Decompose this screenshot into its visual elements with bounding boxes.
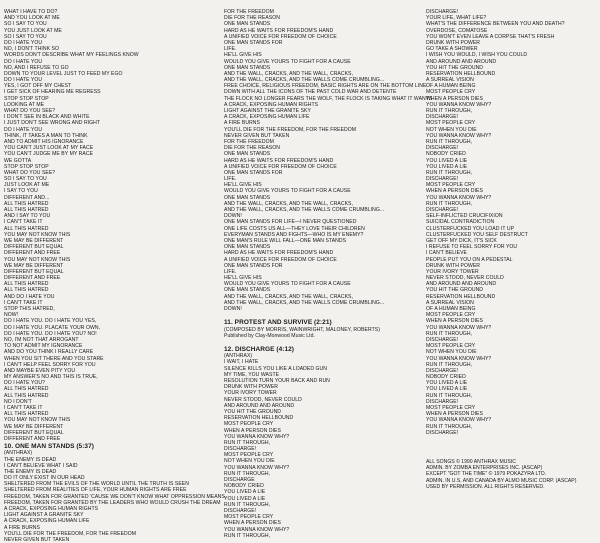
lyric-line: NOBODY CRIED bbox=[426, 374, 596, 380]
lyric-line: DIFFERENT AND FREE bbox=[4, 250, 200, 256]
lyric-line: DISCHARGE! bbox=[426, 114, 596, 120]
lyric-line: I JUST DON'T SEE WRONG AND RIGHT bbox=[4, 120, 200, 126]
lyric-line: DIE FOR THE REASON bbox=[224, 15, 420, 21]
lyric-line: DRUNK WITH POWER bbox=[426, 263, 596, 269]
lyric-line: THE ENEMY IS DEAD bbox=[4, 469, 200, 475]
lyric-line: NEVER STOOD, NEVER COULD bbox=[426, 275, 596, 281]
lyric-line: I WISH YOU WOULD, I WISH YOU COULD bbox=[426, 52, 596, 58]
lyric-line: DRUNK WITH POWER bbox=[426, 40, 596, 46]
lyric-line: MOST PEOPLE CRY bbox=[426, 89, 596, 95]
lyric-line: DISCHARGE! bbox=[426, 399, 596, 405]
lyric-line: YOU WANNA KNOW WHY? bbox=[426, 102, 596, 108]
lyric-line: RUN IT THROUGH, bbox=[224, 471, 420, 477]
lyric-line: LIGHT AGAINST A GRANITE SKY bbox=[4, 512, 200, 518]
lyrics-block bbox=[4, 9, 200, 442]
publisher-credit: Published by Clay-Monwood Music Ltd. bbox=[224, 333, 420, 339]
lyric-line: AND THE WALL, CRACKS, AND THE WALLS COME CRUMBLING... bbox=[224, 77, 420, 83]
lyric-line: AND I SAY TO YOU bbox=[4, 213, 200, 219]
song-title-protest-and-survive: 11. PROTEST AND SURVIVE (2:21) bbox=[224, 320, 420, 326]
lyric-line: RUN IT THROUGH, bbox=[224, 533, 420, 539]
lyric-line: MY ANSWER'S NO AND THIS IS TRUE, bbox=[4, 374, 200, 380]
lyric-line: A UNIFIED VOICE FOR FREEDOM OF CHOICE bbox=[224, 164, 420, 170]
lyric-line: HARD AS HE WAITS FOR FREEDOM'S HAND bbox=[224, 250, 420, 256]
lyric-line: ALL THIS HATRED bbox=[4, 207, 200, 213]
lyric-line: SELF-INFLICTED CRUCIFIXION bbox=[426, 213, 596, 219]
lyric-line: YOU CAN'T JUDGE ME BY MY RACE bbox=[4, 151, 200, 157]
lyric-line: DO I HATE YOU. PLACATE YOUR OWN, bbox=[4, 325, 200, 331]
lyric-line: NOBODY CRIED bbox=[426, 151, 596, 157]
lyric-line: LIFE. bbox=[224, 269, 420, 275]
lyric-line: ONE MAN STANDS bbox=[224, 65, 420, 71]
lyrics-column-2 bbox=[224, 9, 420, 539]
lyric-line: DISCHARGE! bbox=[426, 9, 596, 15]
lyric-line: RUN IT THROUGH, bbox=[426, 108, 596, 114]
lyric-line: YOUR IVORY TOWER bbox=[426, 269, 596, 275]
lyric-line: AND THE WALL, CRACKS, AND THE WALLS COME CRUMBLING... bbox=[224, 207, 420, 213]
lyric-line: WE GOTTA bbox=[4, 158, 200, 164]
lyric-line: YOU LIVED A LIE bbox=[224, 496, 420, 502]
lyric-line: LIFE. bbox=[224, 176, 420, 182]
lyric-line: NOT WHEN YOU DIE bbox=[426, 349, 596, 355]
lyric-line: NEVER GIVEN BUT TAKEN bbox=[4, 537, 200, 543]
lyric-line: NO, AND I REFUSE TO GO bbox=[4, 65, 200, 71]
lyric-line: YOU CAN'T JUST LOOK AT MY FACE bbox=[4, 145, 200, 151]
copyright-line: EXCEPT "GOT THE TIME" © 1979 POKAZYRA LTD. bbox=[426, 471, 596, 477]
lyric-line: I CAN'T TAKE IT bbox=[4, 219, 200, 225]
lyric-line: WHEN A PERSON DIES bbox=[426, 96, 596, 102]
lyric-line: DRUNK WITH POWER bbox=[224, 384, 420, 390]
lyric-line: RESERVATION HELLBOUND bbox=[224, 415, 420, 421]
lyric-line: DISCHARGE! bbox=[426, 176, 596, 182]
lyric-line: WOULD YOU GIVE YOURS TO FIGHT FOR A CAUSE bbox=[224, 59, 420, 65]
lyric-line: OF A HUMAN BEING bbox=[426, 83, 596, 89]
lyric-line: DIE FOR THE REASON bbox=[224, 145, 420, 151]
lyric-line: YOU JUST LOOK AT ME bbox=[4, 28, 200, 34]
lyric-line: AND THE WALL, CRACKS, AND THE WALLS COME CRUMBLING... bbox=[224, 300, 420, 306]
lyric-line: ONE MAN STANDS bbox=[224, 151, 420, 157]
lyric-line: HARD AS HE WAITS FOR FREEDOM'S HAND bbox=[224, 158, 420, 164]
lyric-line: DO I HATE YOU. DO I HATE YOU? NO! bbox=[4, 331, 200, 337]
lyric-line: DIFFERENT BUT EQUAL bbox=[4, 430, 200, 436]
lyric-line: YOU HIT THE GROUND bbox=[224, 409, 420, 415]
lyric-line: MOST PEOPLE CRY bbox=[426, 343, 596, 349]
lyric-line: NOT WHEN YOU DIE bbox=[224, 458, 420, 464]
song-title-one-man-stands: 10. ONE MAN STANDS (5:37) bbox=[4, 444, 200, 450]
lyric-line: DOWN! bbox=[224, 213, 420, 219]
lyric-line: ONE MAN STANDS bbox=[224, 244, 420, 250]
lyric-line: AND THE WALL, CRACKS, AND THE WALL, CRACKS, bbox=[224, 71, 420, 77]
lyric-line: DOWN TO YOUR LEVEL JUST TO FEED MY EGO bbox=[4, 71, 200, 77]
lyric-line: YOUR LIFE, WHAT LIFE? bbox=[426, 15, 596, 21]
lyric-line: A CRACK, EXPOSING HUMAN RIGHTS bbox=[224, 102, 420, 108]
lyric-line: I GET SICK OF HEARING ME REGRESS bbox=[4, 89, 200, 95]
lyric-line: RUN IT THROUGH, bbox=[224, 440, 420, 446]
copyright-line: ADMIN. IN U.S. AND CANADA BY ALMO MUSIC CORP. (ASCAP) bbox=[426, 478, 596, 484]
lyric-line: CLUSTERFUCKED YOU SELF DESTRUCT bbox=[426, 232, 596, 238]
lyric-line: WHEN A PERSON DIES bbox=[426, 318, 596, 324]
song-credit: (COMPOSED BY MORRIS, WAINWRIGHT, MALONEY, ROBERTS) bbox=[224, 327, 420, 333]
lyric-line: YOU WANNA KNOW WHY? bbox=[426, 325, 596, 331]
lyric-line: PEOPLE PUT YOU ON A PEDESTAL bbox=[426, 257, 596, 263]
lyric-line: YOU LIVED A LIE bbox=[224, 489, 420, 495]
lyric-line: MOST PEOPLE CRY bbox=[224, 514, 420, 520]
lyric-line: THE ENEMY IS DEAD bbox=[4, 457, 200, 463]
lyric-line: AND DO I HATE YOU bbox=[4, 294, 200, 300]
copyright-line: USED BY PERMISSION. ALL RIGHTS RESERVED. bbox=[426, 484, 596, 490]
lyric-line: A FIRE BURNS bbox=[4, 525, 200, 531]
lyric-line: WORDS DON'T DESCRIBE WHAT MY FEELINGS KNOW bbox=[4, 52, 200, 58]
lyric-line: NOW! bbox=[4, 312, 200, 318]
lyric-line: ALL THIS HATRED bbox=[4, 287, 200, 293]
lyric-line: YOU LIVED A LIE bbox=[426, 164, 596, 170]
lyric-line: YOU WON'T EVEN LEAVE A CORPSE THAT'S FRESH bbox=[426, 34, 596, 40]
lyric-line: ONE LIFE COSTS US ALL—THEY LOVE THEIR CHILDREN bbox=[224, 226, 420, 232]
lyric-line: ONE MAN STANDS FOR LIFE—I NEVER QUESTIONED bbox=[224, 219, 420, 225]
lyric-line: DISCHARGE! bbox=[426, 368, 596, 374]
lyric-line: YOU HIT THE GROUND bbox=[426, 287, 596, 293]
lyric-line: YOU WANNA KNOW WHY? bbox=[426, 133, 596, 139]
lyric-line: SO I SAY TO YOU bbox=[4, 176, 200, 182]
lyric-line: AND MAYBE EVEN PITY YOU bbox=[4, 368, 200, 374]
lyric-line: WHAT'S THE DIFFERENCE BETWEEN YOU AND DEATH? bbox=[426, 21, 596, 27]
lyric-line: STOP STOP STOP bbox=[4, 96, 200, 102]
lyric-line: RUN IT THROUGH, bbox=[426, 170, 596, 176]
lyric-line: ONE MAN STANDS bbox=[224, 287, 420, 293]
copyright-notice bbox=[426, 459, 596, 490]
lyric-line: WE MAY BE DIFFERENT bbox=[4, 263, 200, 269]
lyric-line: HE'LL GIVE HIS bbox=[224, 52, 420, 58]
lyric-line: MOST PEOPLE CRY bbox=[426, 405, 596, 411]
lyric-line: AND THE WALL, CRACKS, AND THE WALL, CRACKS, bbox=[224, 201, 420, 207]
lyric-line: FREEDOM, TAKEN FOR GRANTED 'CAUSE WE DON'T KNOW WHAT OPPRESSION MEANS bbox=[4, 494, 200, 500]
lyric-line: MOST PEOPLE CRY bbox=[426, 312, 596, 318]
lyric-line: ONE MAN'S RULE WILL FALL—ONE MAN STANDS bbox=[224, 238, 420, 244]
lyric-line: DISCHARGE! bbox=[426, 430, 596, 436]
lyric-line: JUST LOOK AT ME bbox=[4, 182, 200, 188]
lyric-line: GET OFF MY DICK, IT'S SICK bbox=[426, 238, 596, 244]
copyright-line: ADMIN. BY ZOMBA ENTERPRISES INC. (ASCAP) bbox=[426, 465, 596, 471]
lyric-line: WHAT DO YOU SEE? bbox=[4, 170, 200, 176]
lyric-line: YOU WANNA KNOW WHY? bbox=[426, 417, 596, 423]
lyric-line: DISCHARGE! bbox=[426, 337, 596, 343]
lyric-line: STOP THIS HATRED, bbox=[4, 306, 200, 312]
lyric-line: A FIRE BURNS bbox=[224, 120, 420, 126]
lyric-line: ONE MAN STANDS bbox=[224, 195, 420, 201]
lyric-line: RUN IT THROUGH, bbox=[426, 201, 596, 207]
lyric-line: ALL THIS HATRED bbox=[4, 386, 200, 392]
lyric-line: OVERDOSE, COMATOSE bbox=[426, 28, 596, 34]
lyric-line: NOBODY CRIED bbox=[224, 483, 420, 489]
lyric-line: YOU LIVED A LIE bbox=[426, 380, 596, 386]
lyric-line: YOU'LL DIE FOR THE FREEDOM, FOR THE FREEDOM bbox=[224, 127, 420, 133]
lyric-line: MY TIME, YOU WASTE bbox=[224, 372, 420, 378]
lyric-line: WHEN A PERSON DIES bbox=[426, 411, 596, 417]
lyric-line: YOU LIVED A LIE bbox=[426, 158, 596, 164]
song-credit: (ANTHRAX) bbox=[4, 450, 200, 456]
lyric-line: DO IT ONLY EXIST IN OUR HEAD bbox=[4, 475, 200, 481]
lyric-line: AND THE WALL, CRACKS, AND THE WALL, CRACKS, bbox=[224, 294, 420, 300]
lyric-line: DOWN WITH ALL THE ICONS OF THE PAST COLD WAR AND DETENTE bbox=[224, 89, 420, 95]
lyric-line: MOST PEOPLE CRY bbox=[426, 182, 596, 188]
lyric-line: WHEN A PERSON DIES bbox=[224, 428, 420, 434]
lyric-line: ALL THIS HATRED bbox=[4, 411, 200, 417]
lyric-line: RUN IT THROUGH, bbox=[426, 393, 596, 399]
lyric-line: DIFFERENT AND FREE bbox=[4, 436, 200, 442]
lyric-line: SO I SAY TO YOU bbox=[4, 21, 200, 27]
lyric-line: I REFUSE TO FEEL SORRY FOR YOU bbox=[426, 244, 596, 250]
lyric-line: AND YOU LOOK AT ME bbox=[4, 15, 200, 21]
lyric-line: LOOKING AT ME bbox=[4, 102, 200, 108]
lyric-line: EVERYMAN STANDS AND FIGHTS—WHO IS MY ENEMY? bbox=[224, 232, 420, 238]
lyric-line: LIFE. bbox=[224, 46, 420, 52]
lyric-line: ALL THIS HATRED bbox=[4, 226, 200, 232]
lyric-line: A UNIFIED VOICE FOR FREEDOM OF CHOICE bbox=[224, 34, 420, 40]
lyric-line: ONE MAN STANDS FOR bbox=[224, 170, 420, 176]
lyric-line: YOU'LL DIE FOR THE FREEDOM, FOR THE FREEDOM bbox=[4, 531, 200, 537]
lyric-line: RESERVATION HELLBOUND bbox=[426, 71, 596, 77]
lyric-line: WHEN A PERSON DIES bbox=[426, 188, 596, 194]
lyric-line: RUN IT THROUGH, bbox=[426, 331, 596, 337]
copyright-line: ALL SONGS © 1990 ANTHRAX MUSIC bbox=[426, 459, 596, 465]
lyric-line: WHEN A PERSON DIES bbox=[224, 520, 420, 526]
lyric-line: WHAT DO YOU SEE? bbox=[4, 108, 200, 114]
lyrics-block bbox=[224, 359, 420, 538]
lyric-line: WE MAY BE DIFFERENT bbox=[4, 424, 200, 430]
lyrics-column-3 bbox=[426, 9, 596, 436]
lyric-line: NEVER GIVEN BUT TAKEN bbox=[224, 133, 420, 139]
lyric-line: ALL THIS HATRED bbox=[4, 393, 200, 399]
lyric-line: NO I DON'T bbox=[4, 399, 200, 405]
lyric-line: WE MAY BE DIFFERENT bbox=[4, 238, 200, 244]
lyric-line: WOULD YOU GIVE YOURS TO FIGHT FOR A CAUSE bbox=[224, 281, 420, 287]
lyric-line: AND AROUND AND AROUND bbox=[426, 281, 596, 287]
lyric-line: AND TO ADMIT HIS IGNORANCE bbox=[4, 139, 200, 145]
lyric-line: I CAN'T BELIEVE bbox=[426, 250, 596, 256]
lyric-line: DIFFERENT AND... bbox=[4, 195, 200, 201]
lyric-line: I CAN'T BELIEVE WHAT I SAID bbox=[4, 463, 200, 469]
lyric-line: SO I SAY TO YOU bbox=[4, 34, 200, 40]
lyric-line: I DON'T SEE IN BLACK AND WHITE bbox=[4, 114, 200, 120]
lyric-line: YOU HIT THE GROUND bbox=[426, 65, 596, 71]
lyric-line: AND AROUND AND AROUND bbox=[224, 403, 420, 409]
lyric-line: NOT WHEN YOU DIE bbox=[426, 127, 596, 133]
lyric-line: DO I HATE YOU bbox=[4, 77, 200, 83]
lyric-line: YOU MAY NOT KNOW THIS bbox=[4, 257, 200, 263]
lyric-line: FREEDOM, TAKEN FOR GRANTED BY THE LEADERS WHO WOULD CRUSH THE DREAM bbox=[4, 500, 200, 506]
lyric-line: A CRACK, EXPOSING HUMAN RIGHTS bbox=[4, 506, 200, 512]
lyric-line: WHAT I HAVE TO DO? bbox=[4, 9, 200, 15]
lyric-line: ALL THIS HATRED bbox=[4, 201, 200, 207]
lyric-line: YOU WANNA KNOW WHY? bbox=[426, 195, 596, 201]
lyric-line: YOU LIVED A LIE bbox=[426, 386, 596, 392]
lyric-line: DISCHARGE! bbox=[224, 508, 420, 514]
lyric-line: WOULD YOU GIVE YOURS TO FIGHT FOR A CAUSE bbox=[224, 188, 420, 194]
lyric-line: I SAY TO YOU bbox=[4, 188, 200, 194]
lyric-line: DO I HATE YOU bbox=[4, 127, 200, 133]
lyric-line: YOU MAY NOT KNOW THIS bbox=[4, 417, 200, 423]
lyric-line: A CRACK, EXPOSING HUMAN LIFE bbox=[4, 518, 200, 524]
lyric-line: SHELTERED FROM THE EVILS OF THE WORLD UNTIL THE TRUTH IS SEEN bbox=[4, 481, 200, 487]
lyric-line: NO, I'M NOT THAT ARROGANT bbox=[4, 337, 200, 343]
lyrics-column-1 bbox=[4, 9, 200, 543]
lyric-line: I WAIT, I HATE bbox=[224, 359, 420, 365]
lyric-line: ONE MAN STANDS bbox=[224, 21, 420, 27]
lyric-line: CLUSTERFUCKED YOU LOAD IT UP bbox=[426, 226, 596, 232]
lyric-line: NEVER STOOD, NEVER COULD bbox=[224, 397, 420, 403]
lyric-line: RUN IT THROUGH, bbox=[426, 139, 596, 145]
lyric-line: I CAN'T HELP FEEL SORRY FOR YOU bbox=[4, 362, 200, 368]
lyric-line: LIGHT AGAINST THE GRANITE SKY bbox=[224, 108, 420, 114]
lyric-line: DIFFERENT BUT EQUAL bbox=[4, 244, 200, 250]
lyric-line: SILENCE KILLS YOU LIKE A LOADED GUN bbox=[224, 366, 420, 372]
lyric-line: DO I HATE YOU bbox=[4, 40, 200, 46]
lyric-line: MOST PEOPLE CRY bbox=[224, 421, 420, 427]
lyrics-block bbox=[4, 457, 200, 543]
lyric-line: DISCHARGE bbox=[224, 477, 420, 483]
lyric-line: DISCHARGE! bbox=[426, 145, 596, 151]
lyric-line: YOU WANNA KNOW WHY? bbox=[224, 434, 420, 440]
lyric-line: DOWN! bbox=[224, 306, 420, 312]
lyric-line: RUN IT THROUGH, bbox=[426, 362, 596, 368]
lyric-line: YOU WANNA KNOW WHY? bbox=[224, 527, 420, 533]
lyric-line: DIFFERENT BUT EQUAL bbox=[4, 269, 200, 275]
lyric-line: HE'LL GIVE HIS bbox=[224, 275, 420, 281]
lyric-line: FOR THE FREEDOM bbox=[224, 139, 420, 145]
lyric-line: DISCHARGE! bbox=[224, 446, 420, 452]
lyric-line: NO, I DON'T THINK SO bbox=[4, 46, 200, 52]
lyric-line: RUN IT THROUGH, bbox=[426, 424, 596, 430]
song-title-discharge: 12. DISCHARGE (4:12) bbox=[224, 347, 420, 353]
lyric-line: A UNIFIED VOICE FOR FREEDOM OF CHOICE bbox=[224, 257, 420, 263]
lyric-line: DO I HATE YOU. DO I HATE YOU YES, bbox=[4, 318, 200, 324]
lyric-line: HARD AS HE WAITS FOR FREEDOM'S HAND bbox=[224, 28, 420, 34]
lyric-line: WHEN YOU SIT THERE AND YOU STARE bbox=[4, 356, 200, 362]
lyric-line: THINK, IT TAKES A MAN TO THINK bbox=[4, 133, 200, 139]
lyric-line: FOR THE FREEDOM bbox=[224, 9, 420, 15]
lyric-line: AND AROUND AND AROUND bbox=[426, 59, 596, 65]
lyric-line: DISCHARGE! bbox=[426, 207, 596, 213]
lyric-line: YOU WANNA KNOW WHY? bbox=[224, 465, 420, 471]
lyric-line: TO NOT ADMIT MY IGNORANCE bbox=[4, 343, 200, 349]
lyric-line: I CAN'T TAKE IT bbox=[4, 405, 200, 411]
lyrics-block bbox=[224, 9, 420, 312]
lyric-line: RESERVATION HELLBOUND bbox=[426, 294, 596, 300]
lyric-line: AND DO YOU THINK I REALLY CARE bbox=[4, 349, 200, 355]
lyric-line: YOU MAY NOT KNOW THIS bbox=[4, 232, 200, 238]
lyric-line: THE FLOCK NO LONGER FEARS THE WOLF, THE FLOCK IS TAKING WHAT IT WANTS bbox=[224, 96, 420, 102]
lyric-line: DO I HATE YOU? bbox=[4, 380, 200, 386]
lyric-line: A SURREAL VISION bbox=[426, 77, 596, 83]
lyric-line: MOST PEOPLE CRY bbox=[426, 120, 596, 126]
lyric-line: A CRACK, EXPOSING HUMAN LIFE bbox=[224, 114, 420, 120]
song-credit: (ANTHRAX) bbox=[224, 353, 420, 359]
lyric-line: FREE CHOICE, RELIGIOUS FREEDOM, BASIC RIGHTS ARE ON THE BOTTOM LINE bbox=[224, 83, 420, 89]
lyric-line: DO I HATE YOU bbox=[4, 59, 200, 65]
lyric-line: YES, I GOT OFF MY CHEST bbox=[4, 83, 200, 89]
lyric-line: STOP STOP STOP bbox=[4, 164, 200, 170]
lyric-line: RESOLUTION TURN YOUR BACK AND RUN bbox=[224, 378, 420, 384]
lyric-line: YOU WANNA KNOW WHY? bbox=[426, 356, 596, 362]
lyric-line: DIFFERENT AND FREE bbox=[4, 275, 200, 281]
lyrics-block bbox=[426, 9, 596, 436]
lyric-line: GO TAKE A SHOWER bbox=[426, 46, 596, 52]
lyric-line: A SURREAL VISION bbox=[426, 300, 596, 306]
lyric-line: OF A HUMAN BEING bbox=[426, 306, 596, 312]
lyric-line: SHELTERED FROM REALITIES OF LIFE, YOUR HUMAN RIGHTS ARE FREE bbox=[4, 487, 200, 493]
lyric-line: HE'LL GIVE HIS bbox=[224, 182, 420, 188]
lyric-line: ONE MAN STANDS FOR bbox=[224, 263, 420, 269]
lyric-line: ALL THIS HATRED bbox=[4, 281, 200, 287]
lyric-line: I CAN'T TAKE IT bbox=[4, 300, 200, 306]
lyric-line: SUICIDAL CONTRADICTION bbox=[426, 219, 596, 225]
lyric-line: RUN IT THROUGH, bbox=[224, 502, 420, 508]
lyric-line: MOST PEOPLE CRY bbox=[224, 452, 420, 458]
lyric-line: ONE MAN STANDS FOR bbox=[224, 40, 420, 46]
lyric-line: YOUR IVORY TOWER bbox=[224, 390, 420, 396]
